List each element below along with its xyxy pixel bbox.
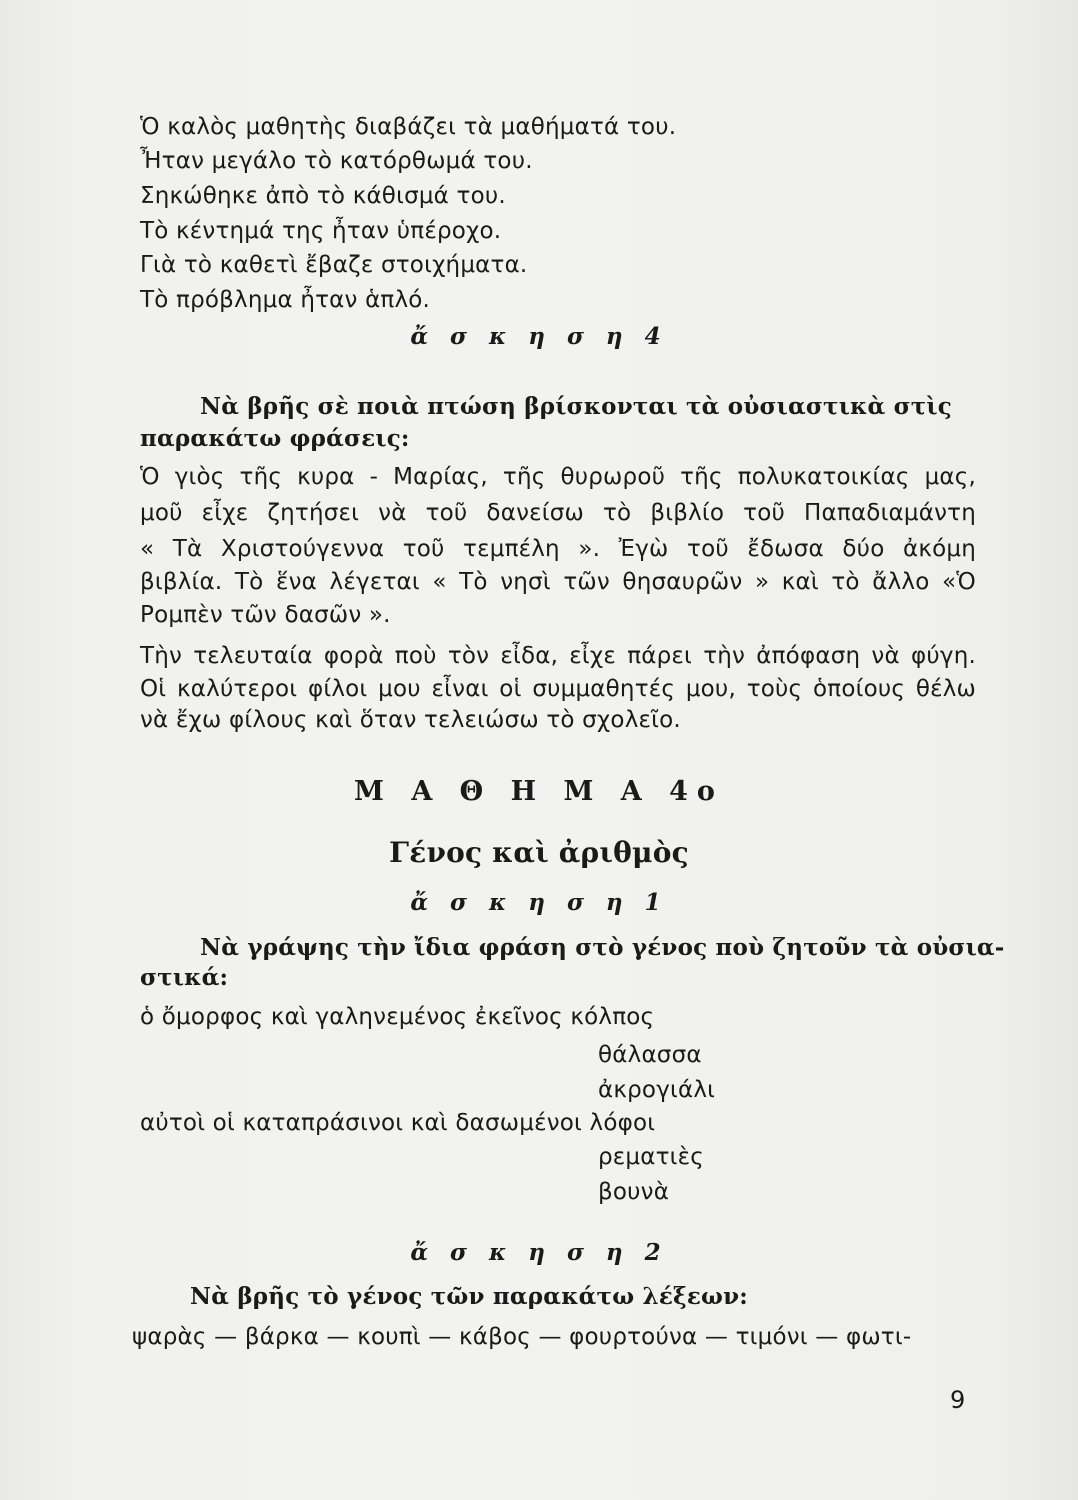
intro-sentence-4: Τὸ κέντημά της ἦταν ὑπέροχο.: [140, 218, 502, 244]
exercise-4-text-line-6: Τὴν τελευταία φορὰ ποὺ τὸν εἶδα, εἶχε πάρει τὴν ἀπόφαση νὰ φύγη.: [140, 643, 976, 669]
exercise-4-text-line-5: Ρομπὲν τῶν δασῶν ».: [140, 602, 391, 628]
exercise-2-words: ψαρὰς — βάρκα — κουπὶ — κάβος — φουρτούνα — τιμόνι — φωτι-: [132, 1324, 912, 1350]
exercise-1-phrase-2-option-1: ρεματιὲς: [598, 1144, 704, 1170]
exercise-1-phrase-1: ὁ ὄμορφος καὶ γαληνεμένος ἐκεῖνος κόλπος: [140, 1004, 655, 1030]
exercise-1-phrase-2: αὐτοὶ οἱ καταπράσινοι καὶ δασωμένοι λόφοι: [140, 1110, 656, 1136]
intro-sentence-3: Σηκώθηκε ἀπὸ τὸ κάθισμά του.: [140, 183, 506, 209]
lesson-title: Μ Α Θ Η Μ Α 4ο: [354, 776, 724, 807]
exercise-4-title: ἄ σ κ η σ η 4: [410, 323, 668, 350]
exercise-1-instruction-line2: στικά:: [140, 964, 229, 991]
exercise-1-phrase-2-option-2: βουνὰ: [598, 1179, 670, 1205]
intro-sentence-1: Ὁ καλὸς μαθητὴς διαβάζει τὰ μαθήματά του.: [140, 114, 677, 140]
exercise-4-text-line-2: μοῦ εἶχε ζητήσει νὰ τοῦ δανείσω τὸ βιβλίο τοῦ Παπαδιαμάντη: [140, 500, 976, 526]
intro-sentence-5: Γιὰ τὸ καθετὶ ἔβαζε στοιχήματα.: [140, 252, 528, 278]
exercise-1-phrase-1-option-1: θάλασσα: [598, 1042, 702, 1068]
exercise-4-text-line-1: Ὁ γιὸς τῆς κυρα - Μαρίας, τῆς θυρωροῦ τῆς πολυκατοικίας μας,: [140, 464, 976, 490]
lesson-subtitle: Γένος καὶ ἀριθμὸς: [389, 836, 689, 869]
exercise-2-title: ἄ σ κ η σ η 2: [410, 1239, 668, 1266]
exercise-4-text-line-8: νὰ ἔχω φίλους καὶ ὅταν τελειώσω τὸ σχολεῖο.: [140, 707, 681, 733]
page-number: 9: [950, 1386, 966, 1414]
exercise-1-phrase-1-option-2: ἀκρογιάλι: [598, 1077, 716, 1103]
exercise-4-text-line-4: βιβλία. Τὸ ἕνα λέγεται « Τὸ νησὶ τῶν θησαυρῶν » καὶ τὸ ἄλλο «Ὁ: [140, 569, 976, 595]
exercise-2-instruction: Νὰ βρῆς τὸ γένος τῶν παρακάτω λέξεων:: [190, 1283, 748, 1310]
intro-sentence-6: Τὸ πρόβλημα ἦταν ἁπλό.: [140, 287, 431, 313]
exercise-4-instruction-line1: Νὰ βρῆς σὲ ποιὰ πτώση βρίσκονται τὰ οὐσιαστικὰ στὶς: [200, 393, 952, 420]
exercise-4-instruction-line2: παρακάτω φράσεις:: [140, 425, 410, 452]
exercise-1-instruction-line1: Νὰ γράψης τὴν ἴδια φράση στὸ γένος ποὺ ζητοῦν τὰ οὐσια-: [200, 934, 1005, 961]
exercise-4-text-line-3: « Τὰ Χριστούγεννα τοῦ τεμπέλη ». Ἐγὼ τοῦ ἔδωσα δύο ἀκόμη: [140, 536, 976, 562]
intro-sentence-2: Ἦταν μεγάλο τὸ κατόρθωμά του.: [140, 148, 533, 174]
exercise-1-title: ἄ σ κ η σ η 1: [410, 889, 668, 916]
exercise-4-text-line-7: Οἱ καλύτεροι φίλοι μου εἶναι οἱ συμμαθητές μου, τοὺς ὁποίους θέλω: [140, 676, 976, 702]
